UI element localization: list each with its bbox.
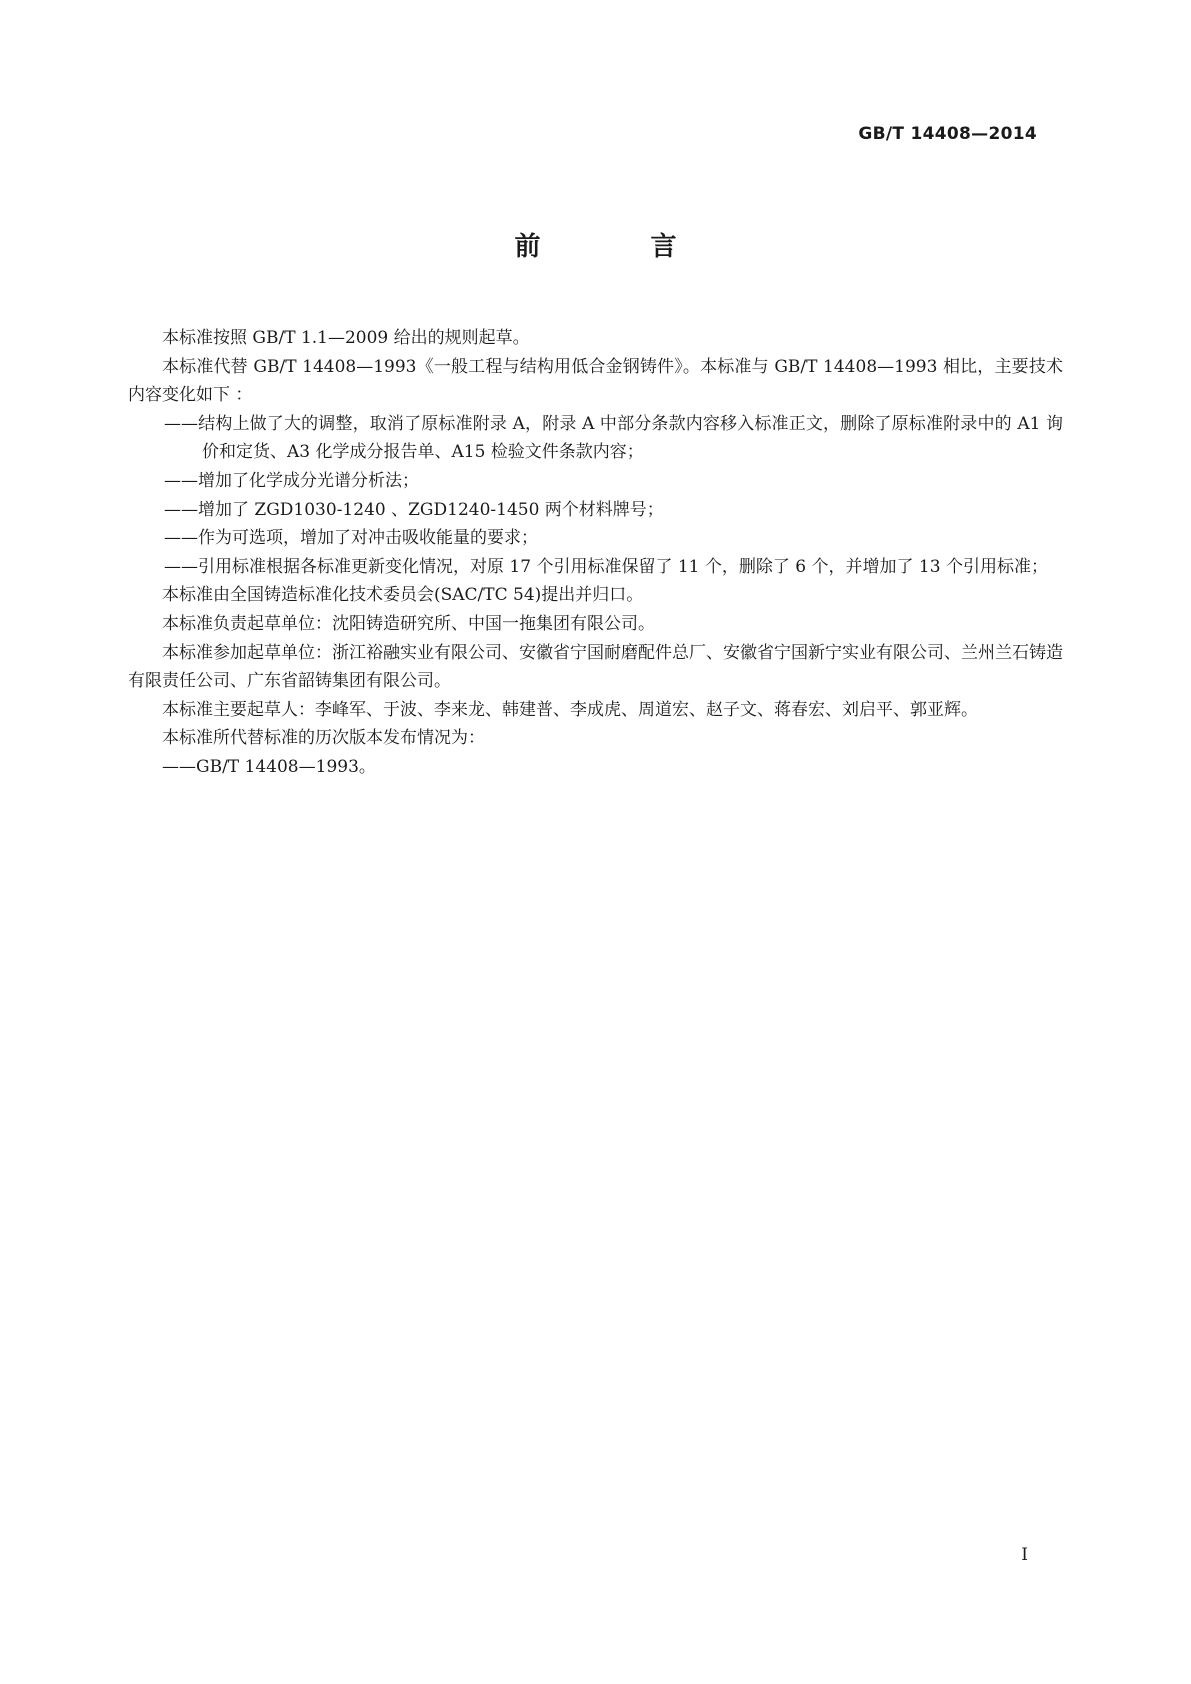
change-item: ——增加了化学成分光谱分析法； (164, 470, 419, 491)
foreword-body (128, 324, 1063, 782)
paragraph-replaces: 本标准代替 GB/T 14408—1993《一般工程与结构用低合金钢铸件》。本标准与 GB/T 14408—1993 相比，主要技术内容变化如下 ： (128, 356, 1063, 406)
change-item: ——结构上做了大的调整，取消了原标准附录 A，附录 A 中部分条款内容移入标准正文，删除了原标准附录中的 A1 询价和定货、A3 化学成分报告单、A15 检验文件条款内容； (164, 413, 1063, 463)
paragraph-drafters: 本标准主要起草人：李峰军、于波、李来龙、韩建普、李成虎、周道宏、赵子文、蒋春宏、刘启平、郭亚辉。 (162, 699, 978, 720)
paragraph-proposer: 本标准由全国铸造标准化技术委员会(SAC/TC 54)提出并归口。 (162, 585, 644, 606)
paragraph-participating-units: 本标准参加起草单位：浙江裕融实业有限公司、安徽省宁国耐磨配件总厂、安徽省宁国新宁实业有限公司、兰州兰石铸造有限责任公司、广东省韶铸集团有限公司。 (128, 642, 1063, 692)
page-number: I (1021, 1545, 1028, 1565)
standard-code: GB/T 14408—2014 (858, 124, 1037, 144)
change-item: ——作为可选项，增加了对冲击吸收能量的要求； (164, 528, 538, 549)
change-item: ——引用标准根据各标准更新变化情况，对原 17 个引用标准保留了 11 个，删除了 6 个，并增加了 13 个引用标准； (164, 556, 1048, 577)
previous-version-item: ——GB/T 14408—1993。 (162, 756, 376, 777)
paragraph-drafting-rules: 本标准按照 GB/T 1.1—2009 给出的规则起草。 (162, 328, 530, 348)
paragraph-responsible-units: 本标准负责起草单位：沈阳铸造研究所、中国一拖集团有限公司。 (162, 613, 655, 634)
change-item: ——增加了 ZGD1030-1240 、ZGD1240-1450 两个材料牌号； (164, 499, 664, 520)
paragraph-version-history: 本标准所代替标准的历次版本发布情况为： (162, 728, 485, 749)
page-title: 前 言 (514, 232, 719, 262)
